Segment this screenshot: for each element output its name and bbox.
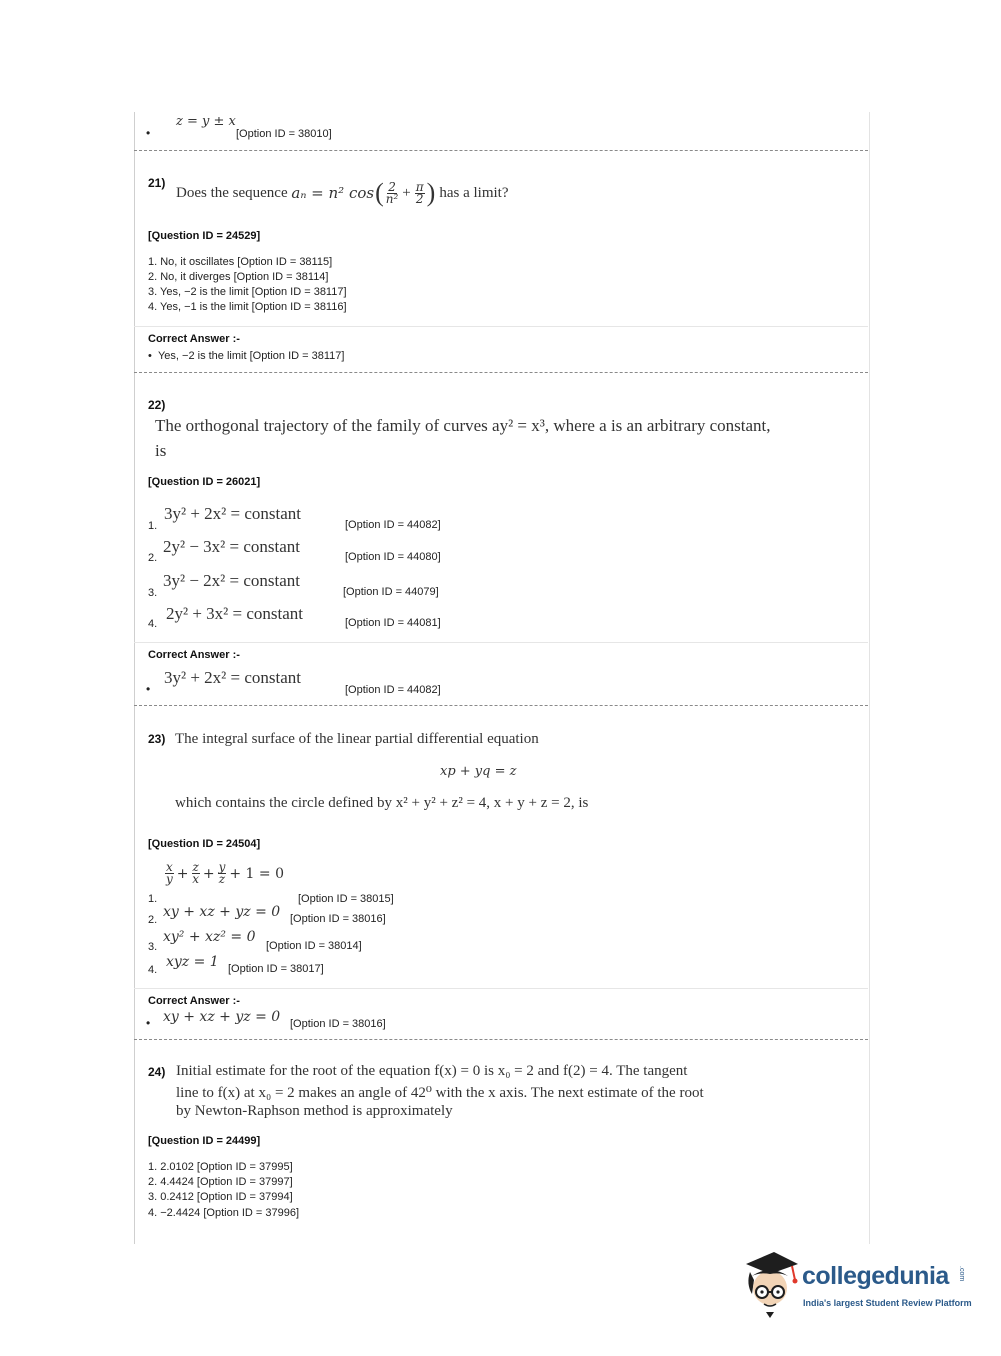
q22-correct-expr: 3y² + 2x² = constant (164, 668, 302, 687)
q24-number: 24) (148, 1065, 166, 1079)
q21-number: 21) (148, 176, 166, 190)
q23-option-1-id: [Option ID = 38015] (298, 893, 394, 905)
q24-line3: by Newton-Raphson method is approximately (176, 1103, 453, 1119)
q23-option-3-id: [Option ID = 38014] (266, 940, 362, 952)
q23-opt1-frac2: $\frac{z}{x}$ (192, 860, 200, 886)
q22-correct-id: [Option ID = 44082] (345, 684, 441, 696)
q22-question-id: [Question ID = 26021] (148, 476, 261, 488)
q22-option-4-id: [Option ID = 44081] (345, 617, 441, 629)
q23-correct-label: Correct Answer :- (148, 995, 240, 1007)
q22-option-1-id: [Option ID = 44082] (345, 519, 441, 531)
q21-option-2: 2. No, it diverges [Option ID = 38114] (148, 271, 329, 283)
q23-number: 23) (148, 732, 166, 746)
q24-option-2: 2. 4.4424 [Option ID = 37997] (148, 1176, 293, 1188)
top-option-bullet: • (146, 126, 151, 140)
q21-frac2: $\frac{\pi}{2}$ (415, 179, 424, 206)
mascot-icon (740, 1250, 800, 1320)
q23-option-4-expr: xyz = 1 (166, 954, 219, 970)
q23-option-4-id: [Option ID = 38017] (228, 963, 324, 975)
q23-option-1-expr (164, 862, 284, 885)
q22-option-3-num: 3. (148, 587, 158, 599)
q21-correct-answer: • Yes, −2 is the limit [Option ID = 38117] (148, 350, 345, 362)
q22-option-1-num: 1. (148, 520, 158, 532)
q21-text-after: has a limit? (439, 184, 509, 201)
q24-option-4: 4. −2.4424 [Option ID = 37996] (148, 1207, 300, 1219)
divider (134, 150, 868, 151)
q23-correct-bullet: • (146, 1016, 151, 1030)
q23-option-2-expr: xy + xz + yz = 0 (163, 904, 281, 920)
divider (134, 705, 868, 706)
q24-question-id: [Question ID = 24499] (148, 1135, 261, 1147)
divider (134, 372, 868, 373)
q22-option-2-expr: 2y² − 3x² = constant (163, 537, 301, 556)
logo-name: collegedunia (802, 1262, 949, 1290)
divider (134, 326, 868, 327)
q22-number: 22) (148, 398, 166, 412)
q22-correct-label: Correct Answer :- (148, 649, 240, 661)
top-option-expr: z = y ± x (176, 114, 236, 129)
divider (134, 988, 868, 989)
q23-option-3-expr: xy² + xz² = 0 (163, 929, 256, 945)
top-option-id: [Option ID = 38010] (236, 128, 332, 140)
q22-option-1-expr: 3y² + 2x² = constant (164, 504, 302, 523)
q23-option-2-num: 2. (148, 914, 158, 926)
q21-frac1: $\frac{2}{\text{n²}}$ (385, 179, 399, 206)
q24-line2: line to f(x) at x₀ = 2 makes an angle of 42⁰ with the x axis. The next estimate of the root (176, 1085, 704, 1101)
q23-opt1-plus2: + (202, 865, 215, 882)
q23-text2: which contains the circle defined by x² + y² + z² = 4, x + y + z = 2, is (175, 795, 589, 811)
q21-text (176, 178, 508, 208)
q23-text: The integral surface of the linear partial differential equation (175, 731, 539, 747)
q23-option-4-num: 4. (148, 964, 158, 976)
q22-option-3-id: [Option ID = 44079] (343, 586, 439, 598)
q22-option-4-expr: 2y² + 3x² = constant (166, 604, 304, 623)
logo-suffix: .com (958, 1266, 965, 1282)
q21-paren-open: ( (375, 178, 384, 207)
q23-equation: xp + yq = z (440, 764, 517, 779)
q22-option-4-num: 4. (148, 618, 158, 630)
q23-opt1-frac1: $\frac{x}{y}$ (166, 860, 173, 886)
q22-text-line2: is (155, 441, 167, 460)
q23-question-id: [Question ID = 24504] (148, 838, 261, 850)
q21-plus: + (402, 184, 411, 201)
divider (134, 642, 868, 643)
q21-paren-close: ) (426, 178, 436, 207)
q23-option-3-num: 3. (148, 941, 158, 953)
q21-correct-label: Correct Answer :- (148, 333, 240, 345)
q23-correct-id: [Option ID = 38016] (290, 1018, 386, 1030)
q21-question-id: [Question ID = 24529] (148, 230, 261, 242)
q23-opt1-frac3: $\frac{y}{z}$ (218, 860, 226, 886)
q22-text-line1: The orthogonal trajectory of the family of curves ay² = x³, where a is an arbitrary constant, (155, 416, 771, 435)
q24-line1: Initial estimate for the root of the equation f(x) = 0 is x₀ = 2 and f(2) = 4. The tangent (176, 1063, 688, 1079)
q21-formula: aₙ = n² cos (291, 184, 375, 202)
q21-option-1: 1. No, it oscillates [Option ID = 38115] (148, 256, 333, 268)
q23-opt1-rest: + 1 = 0 (229, 865, 284, 882)
q21-option-4: 4. Yes, −1 is the limit [Option ID = 38116] (148, 301, 347, 313)
q21-option-3: 3. Yes, −2 is the limit [Option ID = 38117] (148, 286, 347, 298)
q23-option-1-num: 1. (148, 893, 158, 905)
q23-correct-expr: xy + xz + yz = 0 (163, 1009, 281, 1025)
q24-option-3: 3. 0.2412 [Option ID = 37994] (148, 1191, 293, 1203)
divider (134, 1039, 868, 1040)
q21-text-before: Does the sequence (176, 184, 288, 201)
q22-correct-bullet: • (146, 682, 151, 696)
q23-option-2-id: [Option ID = 38016] (290, 913, 386, 925)
q22-option-3-expr: 3y² − 2x² = constant (163, 571, 301, 590)
q22-option-2-num: 2. (148, 552, 158, 564)
q23-opt1-plus1: + (176, 865, 189, 882)
q22-option-2-id: [Option ID = 44080] (345, 551, 441, 563)
q24-option-1: 1. 2.0102 [Option ID = 37995] (148, 1161, 293, 1173)
logo-tagline: India's largest Student Review Platform (803, 1298, 972, 1308)
